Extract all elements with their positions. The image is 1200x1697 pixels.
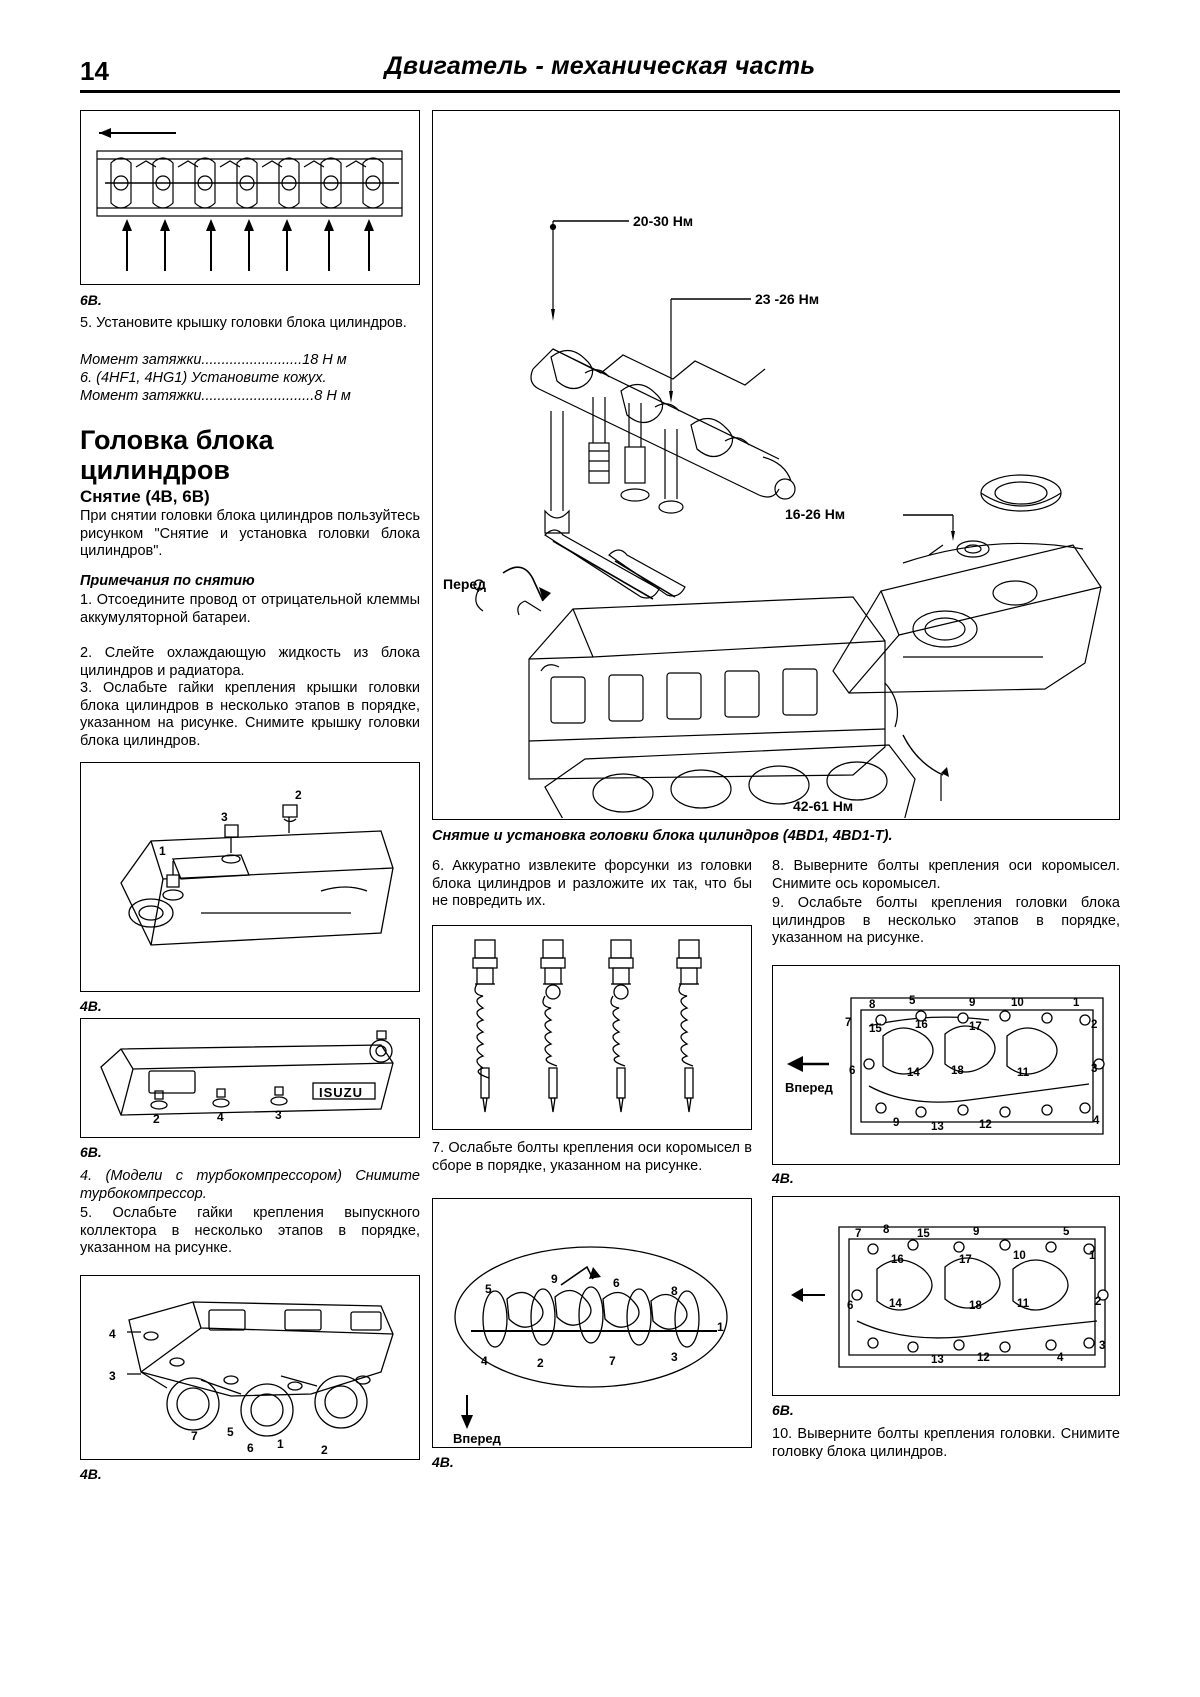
svg-text:2: 2 [295, 788, 302, 802]
left-torque5: Момент затяжки.........................18 Н м [80, 352, 347, 368]
svg-text:5: 5 [909, 995, 916, 1007]
svg-text:5: 5 [1063, 1226, 1070, 1238]
svg-text:4: 4 [1093, 1115, 1100, 1127]
svg-text:2: 2 [537, 1356, 544, 1370]
svg-text:4: 4 [109, 1327, 116, 1341]
svg-text:3: 3 [1099, 1340, 1106, 1352]
svg-text:1: 1 [277, 1437, 284, 1451]
page-title: Двигатель - механическая часть [384, 52, 816, 80]
svg-text:8: 8 [883, 1224, 890, 1236]
svg-text:6: 6 [247, 1441, 254, 1455]
svg-text:3: 3 [1091, 1063, 1098, 1075]
figure-rocker-caption: 4В. [432, 1454, 454, 1470]
svg-text:7: 7 [845, 1017, 852, 1029]
figure-4b-manifold [80, 1275, 420, 1460]
forward-label-mid: Вперед [453, 1431, 501, 1446]
svg-text:9: 9 [973, 1226, 980, 1238]
torque-label-4: 42-61 Нм [793, 798, 854, 814]
note-2: 2. Слейте охлаждающую жидкость из блока цилиндров и радиатора. [80, 645, 420, 679]
svg-text:18: 18 [969, 1300, 982, 1312]
svg-text:3: 3 [275, 1108, 282, 1122]
figure-rocker-order [432, 1198, 752, 1448]
svg-text:7: 7 [855, 1228, 862, 1240]
figure-4b-cover [80, 762, 420, 992]
svg-text:14: 14 [907, 1067, 920, 1079]
figure-6b-top-caption: 6В. [80, 292, 102, 308]
right-step8: 8. Выверните болты крепления оси коромысел. Снимите ось коромысел. [772, 858, 1120, 892]
figure-head-4b-caption: 4В. [772, 1170, 794, 1186]
svg-text:6: 6 [847, 1300, 854, 1312]
svg-text:1: 1 [1089, 1250, 1096, 1262]
note-3: 3. Ослабьте гайки крепления крышки головки блока цилиндров в несколько этапов в порядке, указанном на рисунке. Снимите крышку головки блока цилиндров. [80, 680, 420, 749]
figure-4b-manifold-caption: 4В. [80, 1466, 102, 1482]
svg-text:4: 4 [481, 1354, 488, 1368]
left-step5: 5. Установите крышку головки блока цилиндров. [80, 315, 407, 331]
svg-text:15: 15 [917, 1228, 930, 1240]
svg-text:2: 2 [1095, 1296, 1102, 1308]
svg-text:2: 2 [1091, 1019, 1098, 1031]
svg-text:3: 3 [109, 1369, 116, 1383]
svg-text:4: 4 [1057, 1352, 1064, 1364]
torque-label-2: 23 -26 Нм [755, 291, 820, 307]
front-label: Перед [443, 576, 487, 592]
figure-injectors [432, 925, 752, 1130]
svg-text:12: 12 [977, 1352, 990, 1364]
svg-text:14: 14 [889, 1298, 902, 1310]
svg-text:7: 7 [191, 1429, 198, 1443]
svg-text:7: 7 [609, 1354, 616, 1368]
svg-text:9: 9 [551, 1272, 558, 1286]
torque-label-1: 20-30 Нм [633, 213, 694, 229]
svg-text:8: 8 [671, 1284, 678, 1298]
svg-text:1: 1 [717, 1320, 724, 1334]
note-1: 1. Отсоедините провод от отрицательной клеммы аккумуляторной батареи. [80, 592, 420, 626]
svg-text:12: 12 [979, 1119, 992, 1131]
svg-text:2: 2 [321, 1443, 328, 1457]
mid-step7: 7. Ослабьте болты крепления оси коромысел в сборе в порядке, указанном на рисунке. [432, 1140, 752, 1174]
right-step9: 9. Ослабьте болты крепления головки блока цилиндров в несколько этапов в порядке, указанном на рисунке. [772, 895, 1120, 946]
note-5: 5. Ослабьте гайки крепления выпускного коллектора в несколько этапов в порядке, указанном на рисунке. [80, 1205, 420, 1256]
mid-step6: 6. Аккуратно извлеките форсунки из головки блока цилиндров и разложите их так, что бы не повредить их. [432, 858, 752, 909]
svg-text:5: 5 [485, 1282, 492, 1296]
figure-main-caption: Снятие и установка головки блока цилиндров (4BD1, 4BD1-T). [432, 828, 893, 844]
svg-text:16: 16 [915, 1019, 928, 1031]
svg-text:10: 10 [1013, 1250, 1026, 1262]
figure-4b-cover-caption: 4В. [80, 998, 102, 1014]
right-step10: 10. Выверните болты крепления головки. Снимите головку блока цилиндров. [772, 1426, 1120, 1460]
svg-text:3: 3 [221, 810, 228, 824]
svg-text:13: 13 [931, 1121, 944, 1133]
torque-label-3: 16-26 Нм [785, 506, 846, 522]
svg-text:8: 8 [869, 999, 876, 1011]
forward-label-right-1: Вперед [785, 1080, 833, 1095]
svg-text:6: 6 [613, 1276, 620, 1290]
svg-text:9: 9 [893, 1117, 900, 1129]
svg-text:16: 16 [891, 1254, 904, 1266]
figure-main-head-assembly [432, 110, 1120, 820]
header-rule [80, 90, 1120, 93]
figure-head-6b-caption: 6В. [772, 1402, 794, 1418]
svg-text:6: 6 [849, 1065, 856, 1077]
svg-text:10: 10 [1011, 997, 1024, 1009]
left-intro: При снятии головки блока цилиндров пользуйтесь рисунком "Снятие и установка головки блока цилиндров". [80, 508, 420, 559]
svg-text:17: 17 [959, 1254, 972, 1266]
svg-text:4: 4 [217, 1110, 224, 1124]
figure-6b-top [80, 110, 420, 285]
subsection-title: Снятие (4В, 6В) [80, 487, 210, 506]
figure-6b-cover-caption: 6В. [80, 1144, 102, 1160]
svg-text:1: 1 [1073, 997, 1080, 1009]
figure-6b-cover [80, 1018, 420, 1138]
page-header [80, 52, 1120, 96]
svg-text:15: 15 [869, 1023, 882, 1035]
section-title: Головка блока цилиндров [80, 425, 274, 485]
svg-text:18: 18 [951, 1065, 964, 1077]
page-number: 14 [80, 56, 109, 86]
notes-title: Примечания по снятию [80, 573, 255, 589]
svg-text:2: 2 [153, 1112, 160, 1126]
svg-text:11: 11 [1017, 1298, 1030, 1310]
svg-text:1: 1 [159, 844, 166, 858]
svg-text:13: 13 [931, 1354, 944, 1366]
svg-text:5: 5 [227, 1425, 234, 1439]
left-torque6: Момент затяжки............................8 Н м [80, 388, 351, 404]
svg-text:11: 11 [1017, 1067, 1030, 1079]
svg-text:ISUZU: ISUZU [319, 1085, 363, 1100]
svg-text:9: 9 [969, 997, 976, 1009]
figure-head-bolts-4b [772, 965, 1120, 1165]
svg-text:17: 17 [969, 1021, 982, 1033]
figure-head-bolts-6b [772, 1196, 1120, 1396]
left-step6: 6. (4HF1, 4HG1) Установите кожух. [80, 370, 327, 386]
svg-text:3: 3 [671, 1350, 678, 1364]
note-4: 4. (Модели с турбокомпрессором) Снимите турбокомпрессор. [80, 1168, 420, 1202]
